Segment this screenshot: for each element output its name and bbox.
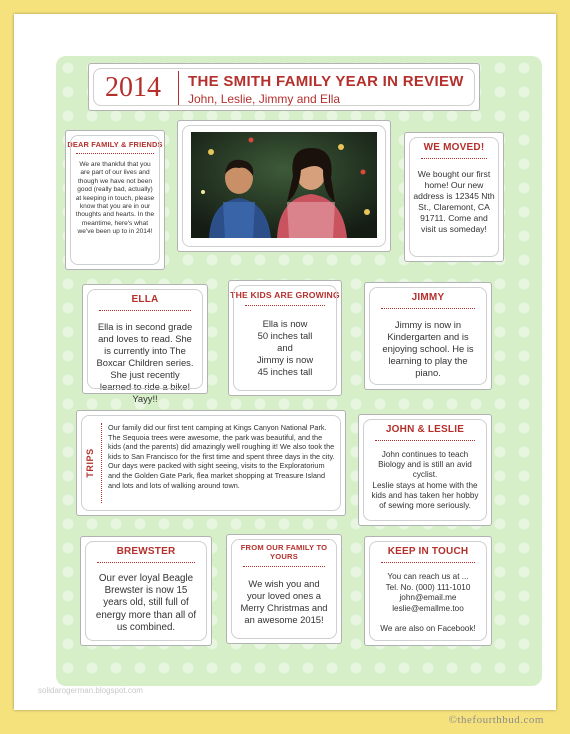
john-text: John continues to teach Biology and is still an avid cyclist.: [378, 450, 472, 480]
leslie-text: Leslie stays at home with the kids and has taken her hobby of sewing more seriously.: [371, 480, 479, 511]
we-moved-heading: WE MOVED!: [423, 142, 485, 153]
kids-growing-heading: THE KIDS ARE GROWING: [230, 290, 340, 300]
dear-family-text: We are thankful that you are part of our lives and though we have not been good (really bad, actually) at keeping in touch, please know that you are in our thoughts and hearts. In the meantime, here's what we've been up to in 2014!: [75, 161, 155, 236]
we-moved-box: [404, 132, 504, 262]
photo-frame: [177, 120, 391, 252]
title-divider: [178, 71, 179, 105]
brewster-text: Our ever loyal Beagle Brewster is now 15 years old, still full of energy more than all of us combined.: [95, 573, 197, 633]
john-leslie-box: [358, 414, 492, 526]
we-moved-text: We bought our first home! Our new address is 12345 Nth St., Claremont, CA 91711. Come and visit us someday!: [413, 169, 495, 234]
trips-heading: TRIPS: [85, 448, 96, 478]
jimmy-heading: JIMMY: [411, 292, 445, 303]
john-leslie-heading: JOHN & LESLIE: [385, 424, 465, 435]
brewster-box: [80, 536, 212, 646]
facebook-line: We are also on Facebook!: [380, 624, 476, 634]
blog-watermark: solidarogerman.blogspot.com: [38, 686, 143, 695]
trips-text: Our family did our first tent camping at Kings Canyon National Park. The Sequoia trees were awesome, the park was beautiful, and the kids (and the parents) did amazingly well roughing it! We also took the kids to San Francisco for the first time and spent three days in the city. Our days were packed with sight seeing, visits to the Exploratorium and the Golden Gate Park, flea market shopping at Treasure Island and lots and lots of walking around town.: [108, 423, 335, 490]
ella-heading: ELLA: [131, 294, 159, 305]
phone-number: Tel. No. (000) 111-1010: [385, 582, 471, 592]
jimmy-text: Jimmy is now in Kindergarten and is enjoying school. He is learning to play the piano.: [382, 319, 474, 378]
growing-line: and: [277, 342, 293, 353]
from-family-heading: FROM OUR FAMILY TO YOURS: [240, 543, 328, 561]
year-label: 2014: [105, 72, 161, 103]
john-email: john@email.me: [399, 593, 457, 603]
spacer: [375, 614, 481, 624]
keep-in-touch-text: [365, 566, 491, 635]
trips-tab: [83, 411, 97, 515]
contact-line: You can reach us at ...: [387, 572, 469, 581]
family-photo: [191, 132, 377, 238]
growing-line: Ella is now: [262, 318, 308, 329]
jimmy-box: [364, 282, 492, 390]
kids-growing-text: [229, 309, 341, 378]
brewster-heading: BREWSTER: [116, 546, 176, 557]
growing-line: Jimmy is now: [256, 354, 314, 365]
growing-line: 50 inches tall: [257, 330, 313, 341]
dear-family-heading: DEAR FAMILY & FRIENDS: [67, 140, 163, 149]
page-title: THE SMITH FAMILY YEAR IN REVIEW: [188, 73, 464, 90]
kids-growing-box: [228, 280, 342, 396]
ella-box: [82, 284, 208, 404]
page-subtitle: John, Leslie, Jimmy and Ella: [188, 92, 341, 106]
from-family-box: [226, 534, 342, 644]
keep-in-touch-heading: KEEP IN TOUCH: [387, 546, 469, 557]
from-family-text: We wish you and your loved ones a Merry Christmas and an awesome 2015!: [240, 578, 328, 625]
john-leslie-text: [359, 444, 491, 511]
keep-in-touch-box: [364, 536, 492, 646]
growing-line: 45 inches tall: [257, 366, 313, 377]
leslie-email: leslie@emallme.too: [392, 603, 464, 613]
dear-family-box: [65, 130, 165, 270]
site-watermark: ©thefourthbud.com: [448, 714, 544, 726]
ella-text: Ella is in second grade and loves to read. She is currently into The Boxcar Children series. She just recently learned to ride a bike! Yayy!!: [96, 321, 194, 404]
title-banner: [88, 63, 480, 111]
trips-box: [76, 410, 346, 516]
divider: [101, 423, 102, 503]
